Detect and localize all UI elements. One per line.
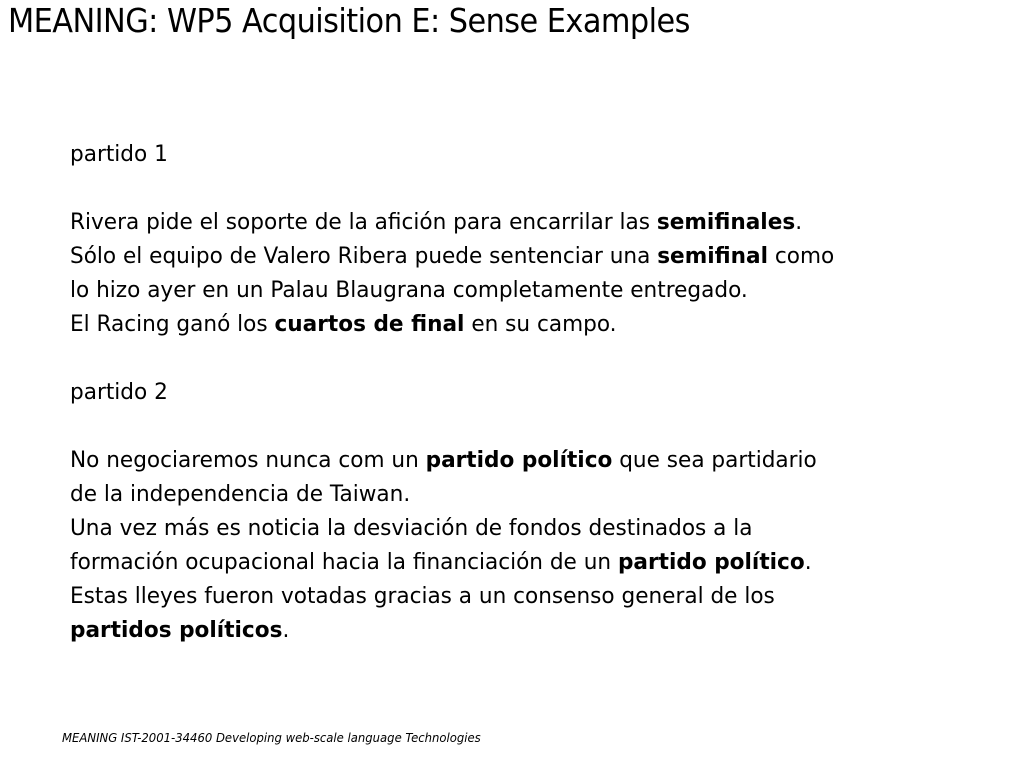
keyword-bold: semifinal bbox=[657, 243, 768, 269]
sense1-example-line bbox=[70, 205, 934, 239]
text-run: . bbox=[795, 209, 803, 235]
sense1-example-line bbox=[70, 307, 934, 341]
spacer bbox=[70, 171, 970, 205]
text-run: Rivera pide el soporte de la afición para encarrilar las bbox=[70, 209, 657, 235]
text-run: formación ocupacional hacia la financiación de un bbox=[70, 549, 618, 575]
text-run: Sólo el equipo de Valero Ribera puede sentenciar una bbox=[70, 243, 658, 269]
sense2-heading: partido 2 bbox=[70, 379, 168, 405]
text-run: . bbox=[804, 549, 812, 575]
sense2-example-line: de la independencia de Taiwan. bbox=[70, 481, 411, 507]
sense1-example-line: lo hizo ayer en un Palau Blaugrana completamente entregado. bbox=[70, 277, 748, 303]
slide-footer: MEANING IST-2001-34460 Developing web-scale language Technologies bbox=[62, 731, 481, 745]
sense2-example-line: Estas lleyes fueron votadas gracias a un consenso general de los bbox=[70, 583, 775, 609]
keyword-bold: cuartos de final bbox=[274, 311, 465, 337]
slide-content bbox=[70, 137, 970, 647]
sense1-heading: partido 1 bbox=[70, 141, 168, 167]
text-run: como bbox=[767, 243, 835, 269]
keyword-bold: partido político bbox=[617, 549, 805, 575]
keyword-bold: semifinales bbox=[656, 209, 796, 235]
sense2-example-line: Una vez más es noticia la desviación de fondos destinados a la bbox=[70, 515, 753, 541]
sense2-example-line bbox=[70, 545, 934, 579]
sense2-example-line bbox=[70, 443, 934, 477]
sense2-example-line bbox=[70, 613, 934, 647]
keyword-bold: partidos políticos bbox=[70, 617, 283, 643]
text-run: que sea partidario bbox=[612, 447, 817, 473]
keyword-bold: partido político bbox=[425, 447, 613, 473]
text-run: No negociaremos nunca com un bbox=[70, 447, 426, 473]
text-run: El Racing ganó los bbox=[70, 311, 275, 337]
text-run: en su campo. bbox=[464, 311, 617, 337]
slide-title: MEANING: WP5 Acquisition E: Sense Examples bbox=[8, 1, 690, 40]
text-run: . bbox=[282, 617, 290, 643]
spacer bbox=[70, 409, 970, 443]
spacer bbox=[70, 341, 970, 375]
sense1-example-line bbox=[70, 239, 934, 273]
